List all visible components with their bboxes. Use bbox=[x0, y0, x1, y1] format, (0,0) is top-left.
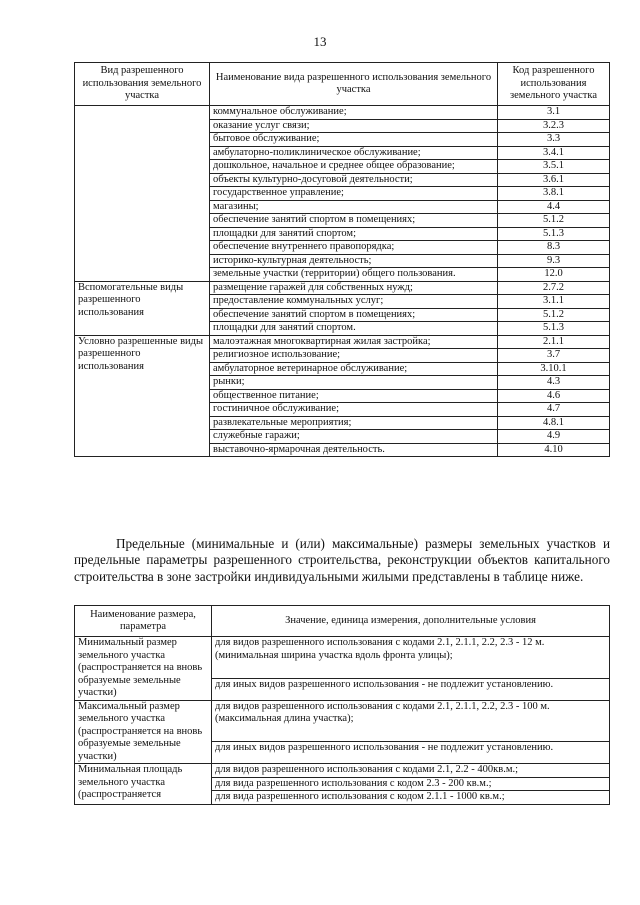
use-name-cell: амбулаторно-поликлиническое обслуживание; bbox=[210, 146, 498, 160]
value-cell: для видов разрешенного использования с кодами 2.1, 2.2 - 400кв.м.; bbox=[212, 764, 610, 778]
use-code-cell: 3.2.3 bbox=[498, 119, 610, 133]
use-name-cell: магазины; bbox=[210, 200, 498, 214]
header-type: Вид разрешенного использования земельного участка bbox=[75, 63, 210, 106]
use-name-cell: обеспечение внутреннего правопорядка; bbox=[210, 241, 498, 255]
use-name-cell: рынки; bbox=[210, 376, 498, 390]
use-code-cell: 5.1.2 bbox=[498, 214, 610, 228]
use-code-cell: 5.1.3 bbox=[498, 322, 610, 336]
use-code-cell: 4.7 bbox=[498, 403, 610, 417]
use-name-cell: амбулаторное ветеринарное обслуживание; bbox=[210, 362, 498, 376]
use-code-cell: 4.10 bbox=[498, 443, 610, 457]
use-code-cell: 2.1.1 bbox=[498, 335, 610, 349]
use-name-cell: развлекательные мероприятия; bbox=[210, 416, 498, 430]
use-name-cell: дошкольное, начальное и среднее общее образование; bbox=[210, 160, 498, 174]
use-name-cell: бытовое обслуживание; bbox=[210, 133, 498, 147]
use-code-cell: 3.5.1 bbox=[498, 160, 610, 174]
use-code-cell: 9.3 bbox=[498, 254, 610, 268]
use-code-cell: 8.3 bbox=[498, 241, 610, 255]
use-code-cell: 4.6 bbox=[498, 389, 610, 403]
parameter-cell: Минимальная площадь земельного участка (распространяется bbox=[75, 764, 212, 805]
use-code-cell: 3.1.1 bbox=[498, 295, 610, 309]
table-row bbox=[75, 637, 610, 679]
use-name-cell: обеспечение занятий спортом в помещениях; bbox=[210, 214, 498, 228]
table-row bbox=[75, 764, 610, 778]
use-code-cell: 3.10.1 bbox=[498, 362, 610, 376]
use-code-cell: 3.3 bbox=[498, 133, 610, 147]
use-code-cell: 12.0 bbox=[498, 268, 610, 282]
value-cell: для видов разрешенного использования с кодами 2.1, 2.1.1, 2.2, 2.3 - 12 м. (минимальная ширина участка вдоль фронта улицы); bbox=[212, 637, 610, 679]
category-cell: Вспомогательные виды разрешенного использования bbox=[75, 281, 210, 335]
value-cell: для иных видов разрешенного использования - не подлежит установлению. bbox=[212, 742, 610, 764]
use-code-cell: 4.4 bbox=[498, 200, 610, 214]
use-name-cell: площадки для занятий спортом. bbox=[210, 322, 498, 336]
use-code-cell: 3.1 bbox=[498, 106, 610, 120]
page-number: 13 bbox=[313, 34, 327, 49]
header-name: Наименование вида разрешенного использования земельного участка bbox=[210, 63, 498, 106]
use-code-cell: 3.6.1 bbox=[498, 173, 610, 187]
parameter-cell: Максимальный размер земельного участка (распространяется на вновь образуемые земельные участки) bbox=[75, 700, 212, 764]
use-name-cell: предоставление коммунальных услуг; bbox=[210, 295, 498, 309]
header-code: Код разрешенного использования земельного участка bbox=[498, 63, 610, 106]
use-name-cell: малоэтажная многоквартирная жилая застройка; bbox=[210, 335, 498, 349]
use-code-cell: 3.8.1 bbox=[498, 187, 610, 201]
use-name-cell: объекты культурно-досуговой деятельности; bbox=[210, 173, 498, 187]
category-cell: Условно разрешенные виды разрешенного использования bbox=[75, 335, 210, 457]
value-cell: для вида разрешенного использования с кодом 2.1.1 - 1000 кв.м.; bbox=[212, 791, 610, 805]
use-code-cell: 4.3 bbox=[498, 376, 610, 390]
land-use-table bbox=[74, 62, 610, 457]
value-cell: для видов разрешенного использования с кодами 2.1, 2.1.1, 2.2, 2.3 - 100 м. (максимальная длина участка); bbox=[212, 700, 610, 742]
use-code-cell: 3.7 bbox=[498, 349, 610, 363]
intro-paragraph: Предельные (минимальные и (или) максимальные) размеры земельных участков и предельные параметры разрешенного строительства, реконструкции объектов капитального строительства в зоне застройки индивидуальными жилыми представлены в таблице ниже. bbox=[74, 536, 610, 584]
table-row bbox=[75, 700, 610, 742]
table-row bbox=[75, 106, 610, 120]
use-code-cell: 4.8.1 bbox=[498, 416, 610, 430]
table-row bbox=[75, 335, 610, 349]
use-name-cell: общественное питание; bbox=[210, 389, 498, 403]
parameter-cell: Минимальный размер земельного участка (распространяется на вновь образуемые земельные участки) bbox=[75, 637, 212, 701]
use-name-cell: государственное управление; bbox=[210, 187, 498, 201]
use-name-cell: выставочно-ярмарочная деятельность. bbox=[210, 443, 498, 457]
value-cell: для иных видов разрешенного использования - не подлежит установлению. bbox=[212, 678, 610, 700]
table-row bbox=[75, 281, 610, 295]
use-name-cell: гостиничное обслуживание; bbox=[210, 403, 498, 417]
use-name-cell: коммунальное обслуживание; bbox=[210, 106, 498, 120]
use-name-cell: историко-культурная деятельность; bbox=[210, 254, 498, 268]
use-code-cell: 2.7.2 bbox=[498, 281, 610, 295]
use-code-cell: 3.4.1 bbox=[498, 146, 610, 160]
value-cell: для вида разрешенного использования с кодом 2.3 - 200 кв.м.; bbox=[212, 777, 610, 791]
header-value: Значение, единица измерения, дополнительные условия bbox=[212, 606, 610, 637]
use-name-cell: обеспечение занятий спортом в помещениях; bbox=[210, 308, 498, 322]
parameters-table bbox=[74, 605, 610, 805]
use-code-cell: 5.1.3 bbox=[498, 227, 610, 241]
use-code-cell: 4.9 bbox=[498, 430, 610, 444]
use-name-cell: служебные гаражи; bbox=[210, 430, 498, 444]
use-name-cell: размещение гаражей для собственных нужд; bbox=[210, 281, 498, 295]
use-name-cell: оказание услуг связи; bbox=[210, 119, 498, 133]
use-code-cell: 5.1.2 bbox=[498, 308, 610, 322]
use-name-cell: религиозное использование; bbox=[210, 349, 498, 363]
category-cell bbox=[75, 106, 210, 282]
use-name-cell: земельные участки (территории) общего пользования. bbox=[210, 268, 498, 282]
header-param: Наименование размера, параметра bbox=[75, 606, 212, 637]
use-name-cell: площадки для занятий спортом; bbox=[210, 227, 498, 241]
